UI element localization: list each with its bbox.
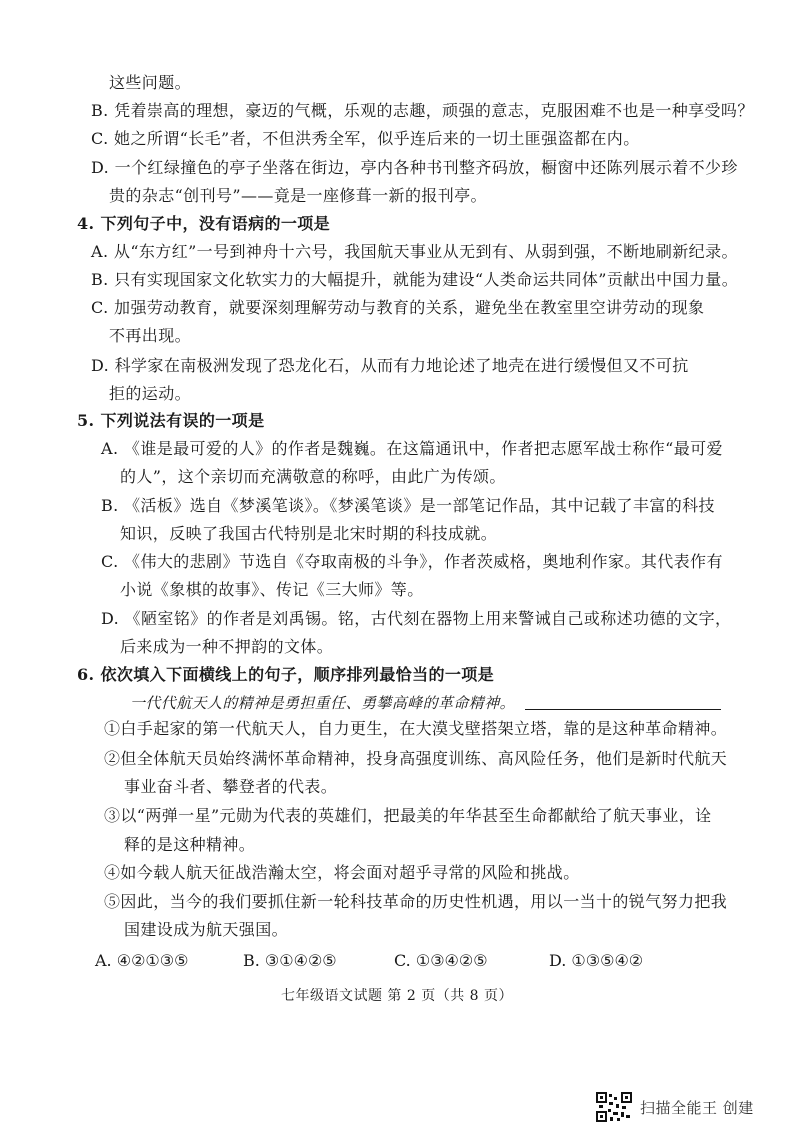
text-line: 这些问题。: [109, 73, 192, 92]
scanner-watermark: 扫描全能王 创建: [640, 1099, 754, 1117]
question-4-stem: 4. 下列句子中，没有语病的一项是: [77, 214, 331, 233]
q3-option-d: D. 一个红绿撞色的亭子坐落在街边，亭内各种书刊整齐码放，橱窗中还陈列展示着不少珍: [91, 158, 738, 177]
text-line: 国建设成为航天强国。: [124, 920, 289, 939]
q3-option-c: C. 她之所谓“长毛”者，不但洪秀全军，似乎连后来的一切土匪强盗都在内。: [91, 129, 640, 148]
q5-option-d: D. 《陋室铭》的作者是刘禹锡。铭，古代刻在器物上用来警诫自己或称述功德的文字，: [101, 609, 732, 628]
sentence-3: ③以“两弹一星”元勋为代表的英雄们，把最美的年华甚至生命都献给了航天事业，诠: [104, 806, 712, 825]
page-footer: 七年级语文试题 第 2 页（共 8 页）: [280, 988, 514, 1004]
sentence-2: ②但全体航天员始终满怀革命精神，投身高强度训练、高风险任务，他们是新时代航天: [104, 749, 728, 768]
q4-option-a: A. 从“东方红”一号到神舟十六号，我国航天事业从无到有、从弱到强，不断地刷新纪录。: [91, 242, 738, 261]
qr-code-icon: [596, 1092, 632, 1122]
q6-prompt: [130, 692, 721, 714]
text-line: 后来成为一种不押韵的文体。: [120, 637, 334, 656]
text-line: 小说《象棋的故事》、传记《三大师》等。: [120, 580, 424, 599]
sentence-4: ④如今载人航天征战浩瀚太空，将会面对超乎寻常的风险和挑战。: [104, 863, 580, 882]
q3-option-b: B. 凭着崇高的理想，豪迈的气概，乐观的志趣，顽强的意志，克服困难不也是一种享受吗？: [91, 101, 754, 120]
q6-choice-a: A. ④②①③⑤: [95, 951, 189, 970]
q6-choice-d: D. ①③⑤④②: [549, 951, 644, 970]
text-line: 的人”，这个亲切而充满敬意的称呼，由此广为传颂。: [120, 467, 506, 486]
fill-in-blank: [525, 709, 721, 710]
sentence-1: ①白手起家的第一代航天人，自力更生，在大漠戈壁搭架立塔，靠的是这种革命精神。: [104, 719, 728, 738]
text-line: 事业奋斗者、攀登者的代表。: [124, 777, 338, 796]
text-line: 释的是这种精神。: [124, 835, 256, 854]
q4-option-b: B. 只有实现国家文化软实力的大幅提升，就能为建设“人类命运共同体”贡献出中国力量。: [91, 270, 739, 289]
text-line: 拒的运动。: [109, 384, 192, 403]
sentence-5: ⑤因此，当今的我们要抓住新一轮科技革命的历史性机遇，用以一当十的锐气努力把我: [104, 892, 728, 911]
q4-option-c: C. 加强劳动教育，就要深刻理解劳动与教育的关系，避免坐在教室里空讲劳动的现象: [91, 298, 705, 317]
text-line: 知识，反映了我国古代特别是北宋时期的科技成就。: [120, 524, 498, 543]
q5-option-a: A. 《谁是最可爱的人》的作者是魏巍。在这篇通讯中，作者把志愿军战士称作“最可爱: [101, 439, 723, 458]
text-line: 不再出现。: [109, 326, 192, 345]
question-6-stem: 6. 依次填入下面横线上的句子，顺序排列最恰当的一项是: [77, 665, 495, 684]
q6-prompt-text: 一代代航天人的精神是勇担重任、勇攀高峰的革命精神。: [130, 694, 516, 712]
q5-option-c: C. 《伟大的悲剧》节选自《夺取南极的斗争》，作者茨威格，奥地利作家。其代表作有: [101, 552, 723, 571]
question-5-stem: 5. 下列说法有误的一项是: [77, 411, 265, 430]
q4-option-d: D. 科学家在南极洲发现了恐龙化石，从而有力地论述了地壳在进行缓慢但又不可抗: [91, 356, 689, 375]
q6-choice-c: C. ①③④②⑤: [394, 951, 488, 970]
q5-option-b: B. 《活板》选自《梦溪笔谈》。《梦溪笔谈》是一部笔记作品，其中记载了丰富的科技: [101, 496, 715, 515]
text-line: 贵的杂志“创刊号”——竟是一座修葺一新的报刊亭。: [109, 186, 487, 205]
q6-choice-b: B. ③①④②⑤: [243, 951, 337, 970]
